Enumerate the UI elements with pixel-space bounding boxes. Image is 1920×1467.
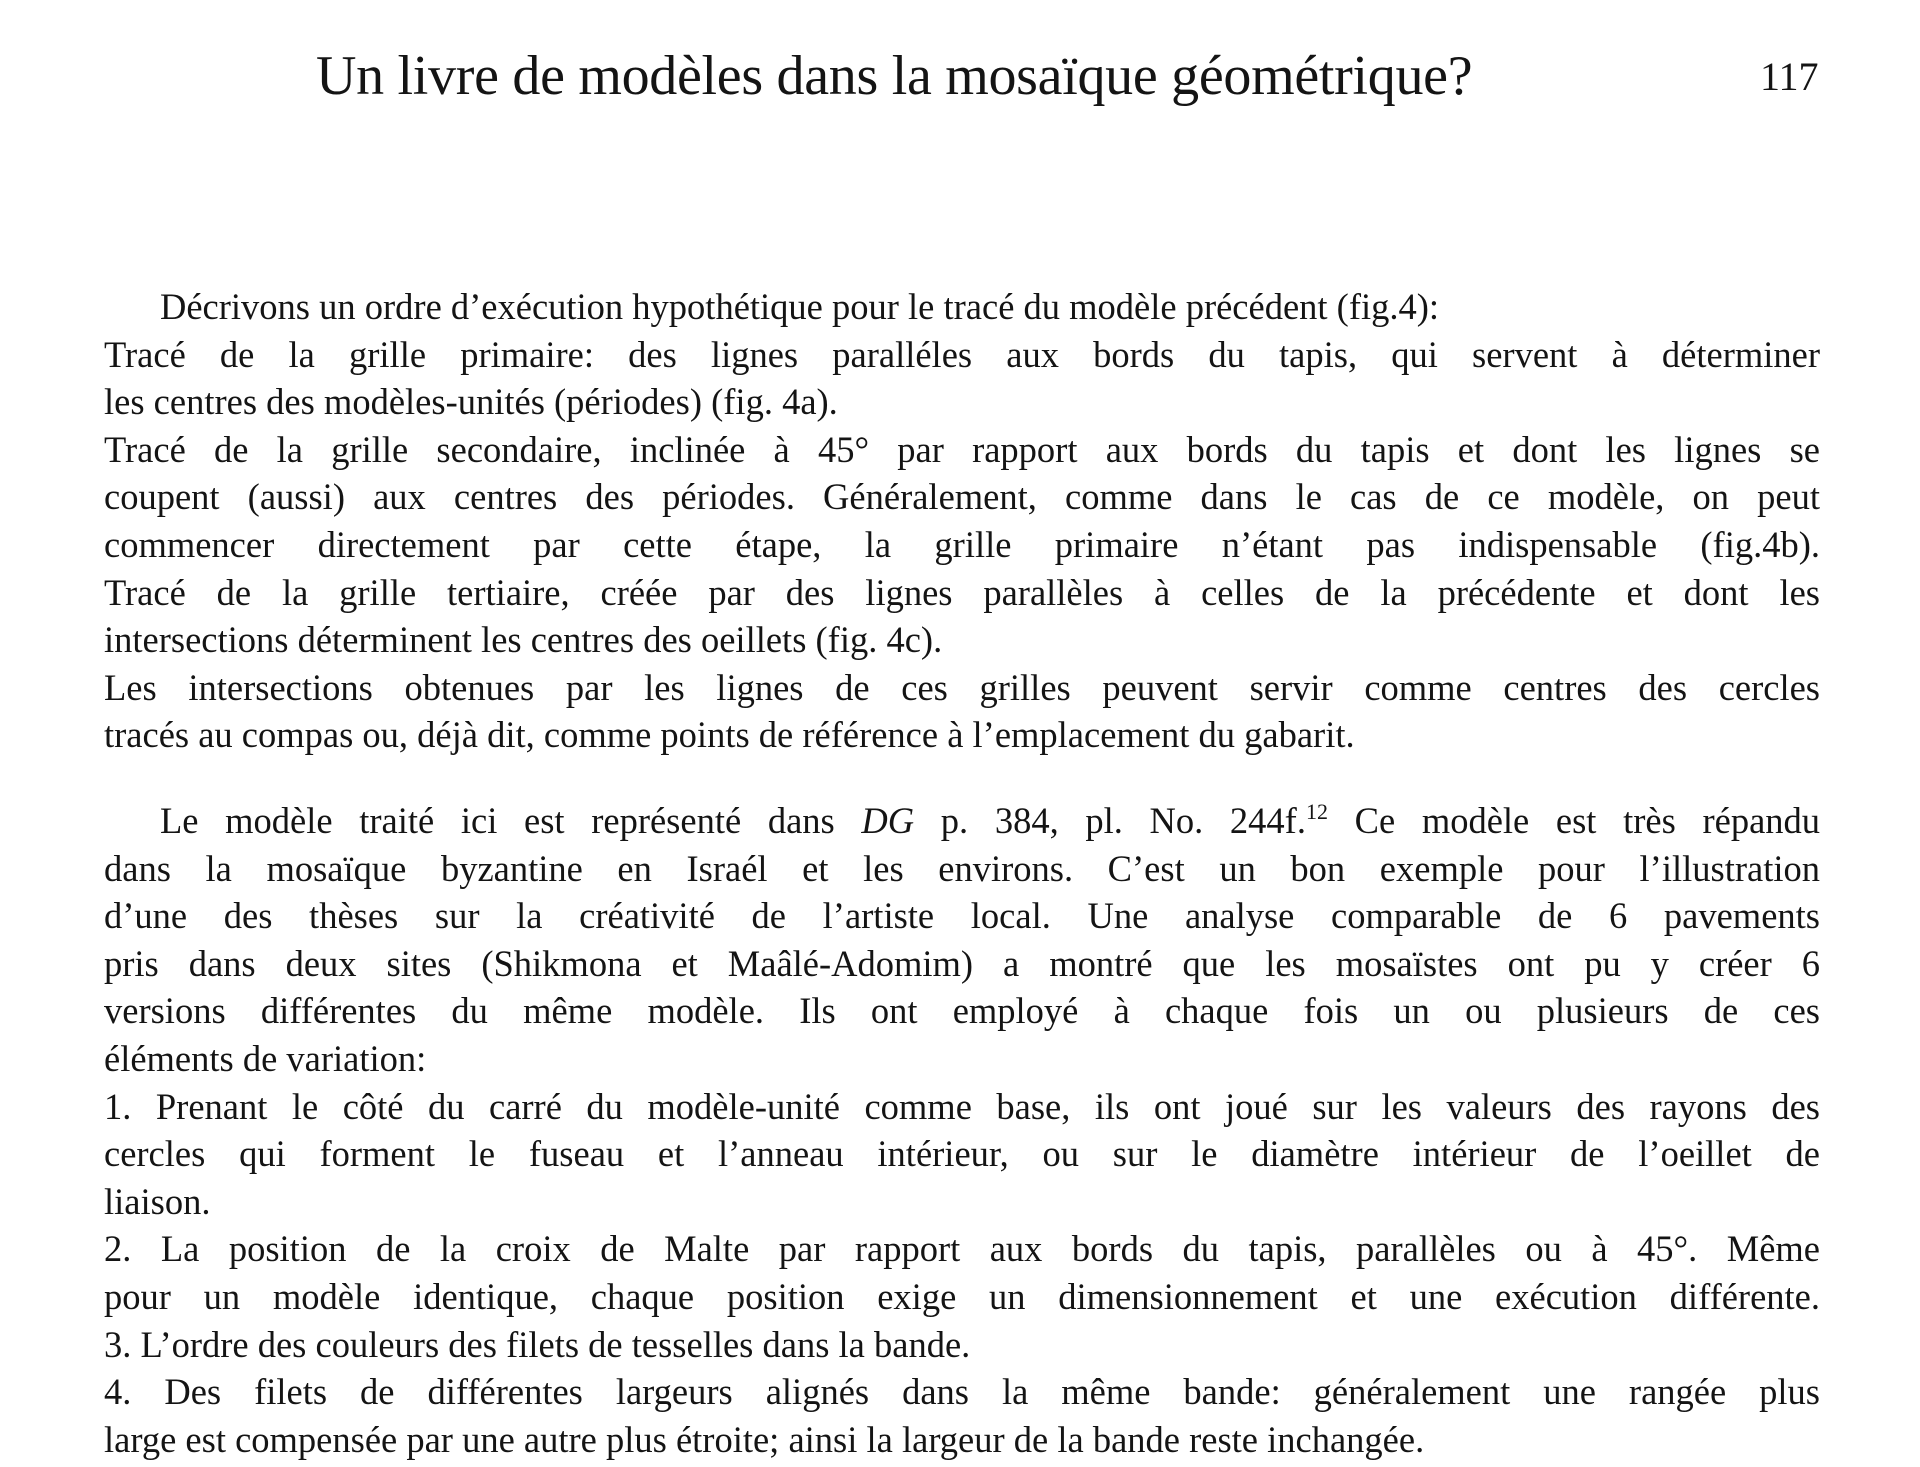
text-line: les centres des modèles-unités (périodes) (fig. 4a). bbox=[104, 381, 838, 423]
text-line: dans la mosaïque byzantine en Israél et les environs. C’est un bon exemple pour l’illustration bbox=[104, 847, 1820, 889]
list-item: 4. Des filets de différentes largeurs alignés dans la même bande: généralement une rangée plus bbox=[104, 1371, 1820, 1413]
text-line: cercles qui forment le fuseau et l’anneau intérieur, ou sur le diamètre intérieur de l’oeillet de bbox=[104, 1133, 1820, 1175]
text-line: Tracé de la grille primaire: des lignes paralléles aux bords du tapis, qui servent à déterminer bbox=[104, 333, 1820, 375]
text-line: d’une des thèses sur la créativité de l’artiste local. Une analyse comparable de 6 pavements bbox=[104, 895, 1820, 937]
list-item: 2. La position de la croix de Malte par rapport aux bords du tapis, parallèles ou à 45°. Même bbox=[104, 1228, 1820, 1270]
text-line: versions différentes du même modèle. Ils ont employé à chaque fois un ou plusieurs de ces bbox=[104, 990, 1820, 1032]
text-line: coupent (aussi) aux centres des périodes. Généralement, comme dans le cas de ce modèle, on peut bbox=[104, 476, 1820, 518]
text-line: pour un modèle identique, chaque position exige un dimensionnement et une exécution différente. bbox=[104, 1275, 1820, 1317]
list-item: 1. Prenant le côté du carré du modèle-unité comme base, ils ont joué sur les valeurs des rayons des bbox=[104, 1085, 1820, 1127]
text-line: liaison. bbox=[104, 1180, 211, 1222]
footnote-ref: 12 bbox=[1305, 799, 1328, 824]
text-line: intersections déterminent les centres des oeillets (fig. 4c). bbox=[104, 619, 943, 661]
text-line: Tracé de la grille tertiaire, créée par des lignes parallèles à celles de la précédente et dont les bbox=[104, 571, 1820, 613]
text-line: Tracé de la grille secondaire, inclinée à 45° par rapport aux bords du tapis et dont les lignes se bbox=[104, 428, 1820, 470]
text-line: éléments de variation: bbox=[104, 1037, 427, 1079]
text-line: pris dans deux sites (Shikmona et Maâlé-Adomim) a montré que les mosaïstes ont pu y créer 6 bbox=[104, 942, 1820, 984]
running-head-title: Un livre de modèles dans la mosaïque géométrique? bbox=[316, 45, 1473, 107]
text-line: commencer directement par cette étape, la grille primaire n’étant pas indispensable (fig.4b). bbox=[104, 523, 1820, 565]
text-segment: Le modèle traité ici est représenté dans bbox=[160, 800, 862, 841]
paragraph-model-variations bbox=[104, 797, 1820, 1463]
text-line: Les intersections obtenues par les lignes de ces grilles peuvent servir comme centres des cercles bbox=[104, 666, 1820, 708]
list-item: 3. L’ordre des couleurs des filets de tesselles dans la bande. bbox=[104, 1323, 971, 1365]
text-line: large est compensée par une autre plus étroite; ainsi la largeur de la bande reste inchangée. bbox=[104, 1418, 1425, 1460]
abbreviation-dg: DG bbox=[861, 800, 915, 841]
text-line bbox=[104, 797, 1820, 845]
text-segment: p. 384, pl. No. 244f. bbox=[914, 800, 1306, 841]
text-line: Décrivons un ordre d’exécution hypothétique pour le tracé du modèle précédent (fig.4): bbox=[160, 286, 1440, 327]
text-line: tracés au compas ou, déjà dit, comme points de référence à l’emplacement du gabarit. bbox=[104, 714, 1355, 756]
paragraph-execution-order bbox=[104, 283, 1820, 759]
page-number: 117 bbox=[1760, 54, 1819, 99]
text-segment: Ce modèle est très répandu bbox=[1327, 800, 1821, 841]
